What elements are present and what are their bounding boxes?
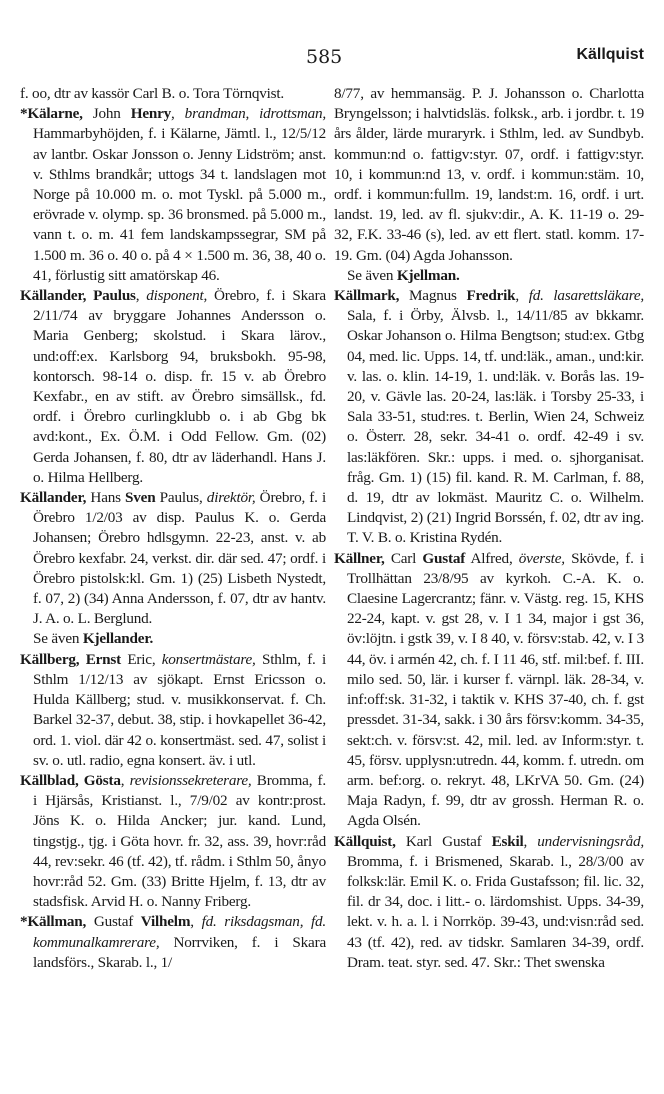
entry-text: Örebro, f. i Skara 2/11/74 av bryggare Johannes Andersson o. Maria Genberg; skolstud. i Skara lärov., und:off:ex. Karlsborg 94, bruksbokh. 95-98, kontorsch. 98-14 o. disp. fr. 15 v. ab Örebro Kexfabr., en av stift. av Örebro simsällsk., fd. ordf. i Örebro curlingklubb o. i ab Gbg bk avd:kont., Ex. Ö.M. i Odd Fellow. Gm. (02) Gerda Johansen, f. 80, dtr av läderhandl. Hans J. o. Hilma Hellberg. (33, 287, 326, 486)
entry-call-name: Paulus (93, 287, 136, 305)
entry-call-name: Fredrik (466, 287, 516, 305)
see-also-label: Se även (33, 630, 83, 648)
entry-call-name: Henry (130, 105, 172, 123)
entry-separator: Alfred, (465, 549, 519, 567)
cross-reference (20, 629, 326, 649)
entry-surname: Källmark, (334, 287, 409, 305)
entry-call-name: Eskil (491, 832, 524, 850)
right-column (334, 84, 644, 973)
entry-separator: , (523, 832, 538, 850)
see-also-name: Kjellman. (396, 266, 460, 284)
entry-text: Bromma, f. i Hjärsås, Kristianst. l., 7/9/02 av kontr:prost. Jöns K. o. Hilda Ancker; jur. kand. Lund, tingstjg., tjg. i Göta hovr. fr. 32, ass. 39, hovr:råd 44, rev:sekr. 46 (tf. 42), tf. rådm. i Sthlm 50, ånyo hovr:råd 52. Gm. (33) Britte Hjelm, f. 13, dtr av stadsfisk. Arvid H. o. Nanny Friberg. (33, 771, 326, 911)
entry-call-name: Vilhelm (140, 913, 191, 931)
see-also-label: Se även (347, 266, 397, 284)
entry-call-name: Ernst (85, 650, 121, 668)
entry-text: Sthlm, f. i Sthlm 1/12/13 av sjökapt. Ernst Ericsson o. Hulda Källberg; stud. v. musikkonservat. f. Ch. Barkel 32-37, debut. 38, stip. i hovkapellet 36-42, ord. 1. viol. där 42 o. konsertmäst. sed. 47, solist i sv. o. utl. radio, egna konsert. äv. i utl. (33, 650, 326, 769)
entry-given-names: Magnus (408, 287, 467, 305)
entry-surname: Källblad, (20, 771, 84, 789)
left-column (20, 84, 326, 973)
entry-given-names: Carl (390, 549, 423, 567)
entry-call-name: Gustaf (422, 549, 466, 567)
biography-entry (334, 832, 644, 973)
biography-entry (334, 549, 644, 832)
entry-text: f. oo, dtr av kassör Carl B. o. Tora Törnqvist. (20, 85, 285, 102)
biography-entry (334, 286, 644, 549)
entry-given-names: John (92, 105, 131, 123)
entry-separator: Paulus, (155, 489, 207, 507)
biography-entry (20, 771, 326, 912)
entry-separator: Eric, (121, 650, 162, 668)
page-number: 585 (306, 46, 343, 68)
entry-separator: , (135, 287, 147, 305)
entry-call-name: Sven (125, 489, 156, 507)
entry-surname: Källander, (20, 489, 91, 507)
entry-surname: *Källman, (20, 913, 94, 931)
entry-title: brandman, idrottsman, (184, 105, 326, 123)
entry-separator: , (171, 105, 185, 123)
entry-title: disponent, (146, 287, 208, 305)
see-also-name: Kjellander. (82, 630, 154, 648)
entry-surname: *Kälarne, (20, 105, 93, 123)
entry-text: 8/77, av hemmansäg. P. J. Johansson o. Charlotta Bryngelsson; i halvtidsläs. folksk., arb. i jordbr. t. 19 års ålder, lärde muraryrk. i Sthlm, led. av Sundbyb. kommun:nd o. fattigv:styr. 07, ordf. i fattigv:styr. 10, i kommun:nd 13, v. ordf. i kommun:stäm. 10, ordf. i kommun:fullm. 19, landst:m. 16, ordf. i urt. landst. 19, led. av fl. sjukv:dir., A. K. 11-19 o. 29-32, F.K. 33-46 (s), led. av ett flert. statl. komm. 17-19. Gm. (04) Agda Johansson. (334, 85, 644, 264)
entry-title: överste, (518, 549, 565, 567)
running-head: Källquist (576, 46, 644, 63)
entry-text: Sala, f. i Örby, Älvsb. l., 14/11/85 av bkkamr. Oskar Johanson o. Hilma Bengtson; stud:ex. Gtbg 04, med. lic. Upps. 14, tf. und:läk., aman., und:kir. v. las. o. klin. 14-19, 1. und:läk. v. Borås las. 19-20, v. Gävle las. 20-24, las:läk. i Torsby 25-33, i Sala 33-51, stud:res. t. Berlin, Wien 24, Schweiz o. Österr. 28, sekr. 34-41 o. ordf. 42-49 i sv. las:läkfören. Skr.: upps. i med. o. sjhorganisat. fråg. Gm. 1) (15) fil. kand. R. M. Carlman, f. 88, d. 19, dtr av lokmäst. Mauritz C. o. Wilhelm. Lindqvist, 2) (21) Ingrid Borssén, f. 02, dtr av ing. T. V. B. o. Kristina Rydén. (347, 307, 644, 547)
biography-entry (20, 912, 326, 973)
entry-title: revisionssekreterare, (129, 771, 252, 789)
entry-given-names: Hans (90, 489, 126, 507)
entry-separator: , (515, 287, 529, 305)
entry-text: Örebro, f. i Örebro 1/2/03 av disp. Paulus K. o. Gerda Johansen; Örebro hdlsgymn. 22-23, anst. v. ab Örebro kexfabr. 24, verkst. dir. där sed. 47; ordf. i Örebro pistolsk:kl. Gm. 1) (25) Lisbeth Nystedt, f. 07, 2) (34) Anna Andersson, f. 07, dtr av hantv. J. A. o. L. Berglund. (33, 489, 326, 628)
cross-reference (334, 266, 644, 286)
entry-title: fd. lasarettsläkare, (528, 287, 645, 305)
biography-entry (20, 104, 326, 286)
entry-separator: , (190, 913, 202, 931)
entry-text: Skövde, f. i Trollhättan 23/8/95 av kyrkoh. C.-A. K. o. Claesine Lagercrantz; fänr. v. Västg. reg. 15, KHS 22-24, kapt. v. gst 28, v. I 1 34, major i gst 36, öv:löjtn. i gstk 39, v. I 8 40, v. försv:stab. 42, v. I 3 44, öv. i armén 42, ch. f. I 11 46, stf. mil:bef. f. III. milo sed. 50, lär. i kurser f. värnpl. läk. 28-34, v. inf:off:sk. 31-32, i taktik v. KHS 37-40, ch. f. gst pressdet. 31-34, sakk. i 30 års försv:komm. 34-35, sekt:ch. v. försv:st. 42, mil. led. av Inform:styr. t. 45, försv. upplysn:utredn. 44, komm. f. utredn. om arm. bef:org. o. rekryt. 48, LKrVA 50. Gm. (24) Maja Radyn, f. 99, dtr av grossh. Herman R. o. Agda Olsén. (347, 549, 644, 830)
entry-title: fd. riksdagsman, fd. kommunalkamrerare, (33, 913, 326, 951)
entry-continuation (334, 84, 644, 266)
biography-entry (20, 488, 326, 629)
entry-surname: Källner, (334, 549, 391, 567)
entry-title: direktör, (206, 489, 256, 507)
page-header (0, 44, 664, 74)
entry-given-names: Karl Gustaf (405, 832, 492, 850)
entry-surname: Källberg, (20, 650, 86, 668)
entry-text: Norrviken, f. i Skara landsförs., Skarab. l., 1/ (33, 933, 326, 971)
entry-title: undervisningsråd, (537, 832, 644, 850)
biography-entry (20, 650, 326, 771)
entry-continuation (20, 84, 326, 104)
entry-text: Bromma, f. i Brismened, Skarab. l., 28/3/00 av folksk:lär. Emil K. o. Frida Gustafsson; fil. lic. 32, fil. dr 34, doc. i litt.- o. lärdomshist. Upps. 34-39, lekt. v. h. a. l. i Norrköp. 39-43, und:visn:råd sed. 43 (tf. 42), red. av tidskr. Samlaren 34-39, ordf. Dram. teat. styr. sed. 47. Skr.: Thet swenska (347, 852, 644, 971)
entry-title: konsertmästare, (161, 650, 256, 668)
entry-surname: Källquist, (334, 832, 406, 850)
entry-separator: , (120, 771, 130, 789)
entry-text: Hammarbyhöjden, f. i Kälarne, Jämtl. l., 12/5/12 av lantbr. Oskar Jonsson o. Jenny Lidström; anst. v. Sthlms brandkår; uttogs 34 t. landslagen mot Norge på 10.000 m. o. mot Tyskl. på 5.000 m., erövrade v. olymp. sp. 36 bronsmed. på 5.000 m., vann t. o. m. 41 fem landskampssegrar, SM på 1.500 m. 36 o. 40 o. på 4 × 1.500 m. 36, 38, 40 o. 41, förlustig sitt amatörskap 46. (33, 125, 326, 284)
entry-call-name: Gösta (83, 771, 121, 789)
biography-entry (20, 286, 326, 488)
entry-given-names: Gustaf (93, 913, 141, 931)
entry-surname: Källander, (20, 287, 94, 305)
